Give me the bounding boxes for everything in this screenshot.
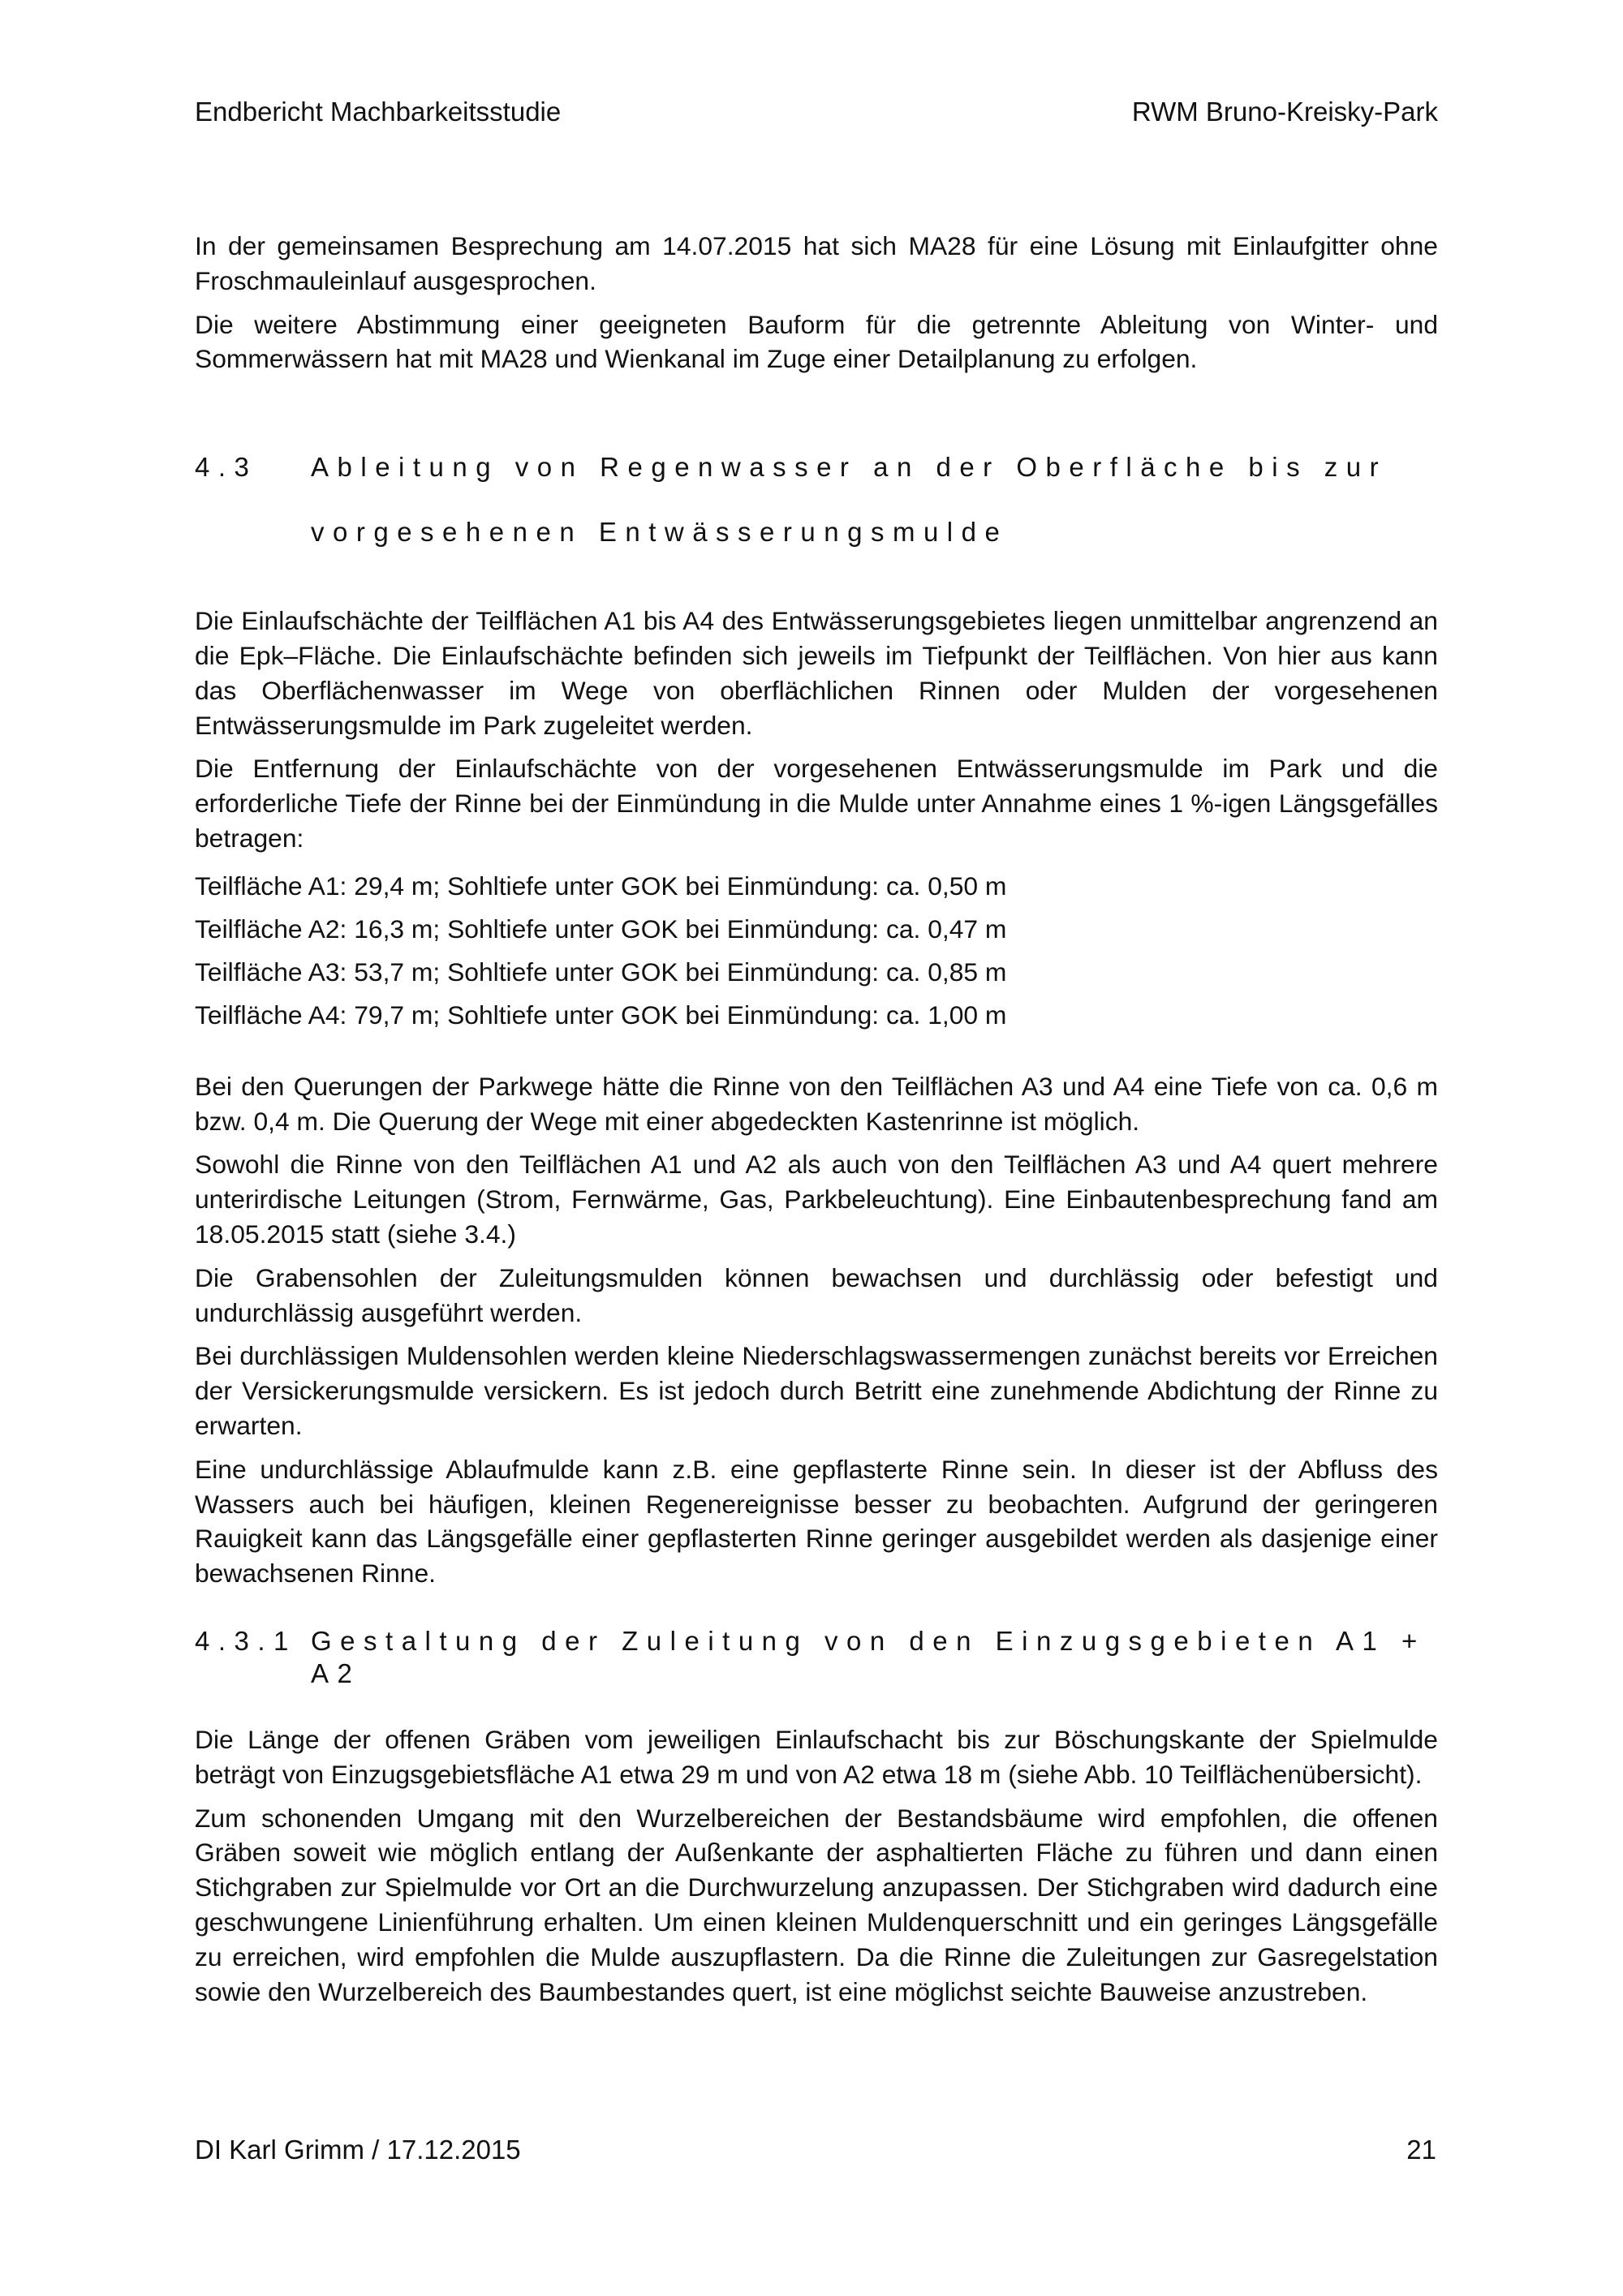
section-title: Gestaltung der Zuleitung von den Einzugsgebieten A1 + A2 bbox=[311, 1625, 1426, 1688]
paragraph: Bei den Querungen der Parkwege hätte die Rinne von den Teilflächen A3 und A4 eine Tiefe von ca. 0,6 m bzw. 0,4 m. Die Querung der Wege mit einer abgedeckten Kastenrinne ist möglich. bbox=[195, 1071, 1438, 1136]
paragraph: In der gemeinsamen Besprechung am 14.07.2015 hat sich MA28 für eine Lösung mit Einlaufgitter ohne Froschmauleinlauf ausgesprochen. bbox=[195, 231, 1438, 295]
page-content bbox=[195, 229, 1438, 2018]
page-number: 21 bbox=[1406, 2135, 1436, 2165]
paragraph: Die Länge der offenen Gräben vom jeweiligen Einlaufschacht bis zur Böschungskante der Spielmulde beträgt von Einzugsgebietsfläche A1 etwa 29 m und von A2 etwa 18 m (siehe Abb. 10 Teilflächenübersicht). bbox=[195, 1724, 1438, 1789]
section-number: 4.3.1 bbox=[195, 1625, 297, 1656]
paragraph: Die Grabensohlen der Zuleitungsmulden können bewachsen und durchlässig oder befestigt und undurchlässig ausgeführt werden. bbox=[195, 1262, 1438, 1327]
header-right: RWM Bruno-Kreisky-Park bbox=[1131, 97, 1438, 127]
section-number: 4.3 bbox=[195, 452, 258, 483]
header-left: Endbericht Machbarkeitsstudie bbox=[195, 97, 562, 127]
section-heading-4-3 bbox=[195, 435, 1438, 565]
list-item: Teilfläche A1: 29,4 m; Sohltiefe unter GOK bei Einmündung: ca. 0,50 m bbox=[195, 871, 1007, 901]
paragraph: Sowohl die Rinne von den Teilflächen A1 und A2 als auch von den Teilflächen A3 und A4 quert mehrere unterirdische Leitungen (Strom, Fernwärme, Gas, Parkbeleuchtung). Eine Einbautenbesprechung fand am 18.05.2015 statt (siehe 3.4.) bbox=[195, 1150, 1438, 1249]
list-item: Teilfläche A4: 79,7 m; Sohltiefe unter GOK bei Einmündung: ca. 1,00 m bbox=[195, 1000, 1007, 1030]
spacer bbox=[195, 1037, 1438, 1069]
paragraph: Eine undurchlässige Ablaufmulde kann z.B. eine gepflasterte Rinne sein. In dieser ist der Abfluss des Wassers auch bei häufigen, kleinen Regenereignisse besser zu beobachten. Aufgrund der geringeren Rauigkeit kann das Längsgefälle einer gepflasterten Rinne geringer ausgebildet werden als dasjenige einer bewachsenen Rinne. bbox=[195, 1454, 1438, 1589]
section-heading-4-3-1 bbox=[195, 1625, 1438, 1690]
paragraph: Die Entfernung der Einlaufschächte von der vorgesehenen Entwässerungsmulde im Park und die erforderliche Tiefe der Rinne bei der Einmündung in die Mulde unter Annahme eines 1 %-igen Längsgefälles betragen: bbox=[195, 754, 1438, 853]
list-item: Teilfläche A3: 53,7 m; Sohltiefe unter GOK bei Einmündung: ca. 0,85 m bbox=[195, 957, 1007, 987]
footer-author-date: DI Karl Grimm / 17.12.2015 bbox=[195, 2135, 521, 2165]
paragraph: Die Einlaufschächte der Teilflächen A1 bis A4 des Entwässerungsgebietes liegen unmittelbar angrenzend an die Epk–Fläche. Die Einlaufschächte befinden sich jeweils im Tiefpunkt der Teilflächen. Von hier aus kann das Oberflächenwasser im Wege von oberflächlichen Rinnen oder Mulden der vorgesehenen Entwässerungsmulde im Park zugeleitet werden. bbox=[195, 606, 1438, 740]
paragraph: Die weitere Abstimmung einer geeigneten Bauform für die getrennte Ableitung von Winter- und Sommerwässern hat mit MA28 und Wienkanal im Zuge einer Detailplanung zu erfolgen. bbox=[195, 309, 1438, 374]
list-item: Teilfläche A2: 16,3 m; Sohltiefe unter GOK bei Einmündung: ca. 0,47 m bbox=[195, 914, 1007, 944]
section-title: Ableitung von Regenwasser an der Oberfläche bis zur vorgesehenen Entwässerungsmulde bbox=[311, 452, 1388, 548]
paragraph: Bei durchlässigen Muldensohlen werden kleine Niederschlagswassermengen zunächst bereits vor Erreichen der Versickerungsmulde versickern. Es ist jedoch durch Betritt eine zunehmende Abdichtung der Rinne zu erwarten. bbox=[195, 1341, 1438, 1440]
paragraph: Zum schonenden Umgang mit den Wurzelbereichen der Bestandsbäume wird empfohlen, die offenen Gräben soweit wie möglich entlang der Außenkante der asphaltierten Fläche zu führen und dann einen Stichgraben zur Spielmulde vor Ort an die Durchwurzelung anzupassen. Der Stichgraben wird dadurch eine geschwungene Linienführung erhalten. Um einen kleinen Muldenquerschnitt und ein geringes Längsgefälle zu erreichen, wird empfohlen die Mulde auszupflastern. Da die Rinne die Zuleitungen zur Gasregelstation sowie den Wurzelbereich des Baumbestandes quert, ist eine möglichst seichte Bauweise anzustreben. bbox=[195, 1803, 1438, 2006]
